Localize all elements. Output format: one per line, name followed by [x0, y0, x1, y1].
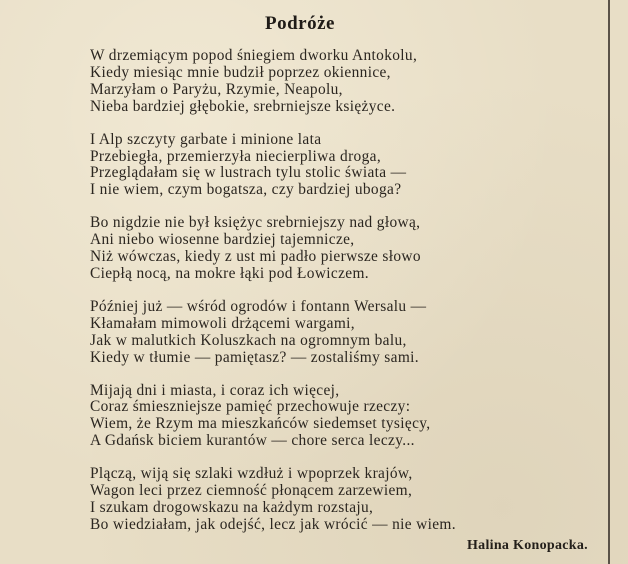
column-divider: [608, 0, 610, 564]
stanza-5: [90, 383, 590, 451]
poem-line: Kiedy w tłumie — pamiętasz? — zostaliśmy sami.: [90, 348, 419, 366]
poem-line: Niż wówczas, kiedy z ust mi padło pierwsze słowo: [90, 248, 421, 266]
poem-line: Plączą, wiją się szlaki wzdłuż i wpoprzek krajów,: [90, 465, 413, 483]
poem-line: Przebiegła, przemierzyła niecierpliwa droga,: [90, 147, 382, 165]
poem-line: Marzyłam o Paryżu, Rzymie, Neapolu,: [90, 80, 343, 98]
poem-title: Podróże: [265, 13, 335, 34]
poem-line: Później już — wśród ogrodów i fontann Wersalu —: [90, 297, 427, 315]
poem-line: Kłamałam mimowoli drżącemi wargami,: [90, 314, 355, 332]
stanza-3: [90, 215, 590, 283]
poem-line: I szukam drogowskazu na każdym rozstaju,: [90, 498, 374, 516]
poem-line: Bo wiedziałam, jak odejść, lecz jak wrócić — nie wiem.: [90, 515, 456, 533]
poem-line: Kiedy miesiąc mnie budził poprzez okiennice,: [90, 63, 391, 81]
poem-line: Ani niebo wiosenne bardziej tajemnicze,: [90, 231, 355, 249]
poem-line: I nie wiem, czym bogatsza, czy bardziej uboga?: [90, 181, 402, 199]
poem-line: Nieba bardziej głębokie, srebrniejsze księżyce.: [90, 97, 396, 115]
author-signature: Halina Konopacka.: [466, 538, 588, 553]
stanza-4: [90, 299, 590, 367]
poem-line: Ciepłą nocą, na mokre łąki pod Łowiczem.: [90, 264, 369, 282]
poem-line: Przeglądałam się w lustrach tylu stolic świata —: [90, 164, 407, 182]
poem-line: Wiem, że Rzym ma mieszkańców siedemset tysięcy,: [90, 415, 431, 433]
poem-line: A Gdańsk biciem kurantów — chore serca leczy...: [90, 432, 415, 450]
stanza-2: [90, 132, 590, 200]
poem-body: [90, 48, 590, 550]
poem-line: Mijają dni i miasta, i coraz ich więcej,: [90, 381, 340, 399]
poem-line: Coraz śmieszniejsze pamięć przechowuje rzeczy:: [90, 398, 411, 416]
poem-line: Wagon leci przez ciemność płonącem zarzewiem,: [90, 482, 413, 500]
poem-line: Bo nigdzie nie był księżyc srebrniejszy nad głową,: [90, 214, 421, 232]
stanza-1: [90, 48, 590, 116]
stanza-6: [90, 466, 590, 534]
poem-line: Jak w malutkich Koluszkach na ogromnym balu,: [90, 331, 407, 349]
poem-line: I Alp szczyty garbate i minione lata: [90, 130, 322, 148]
poem-line: W drzemiącym popod śniegiem dworku Antokolu,: [90, 47, 418, 64]
